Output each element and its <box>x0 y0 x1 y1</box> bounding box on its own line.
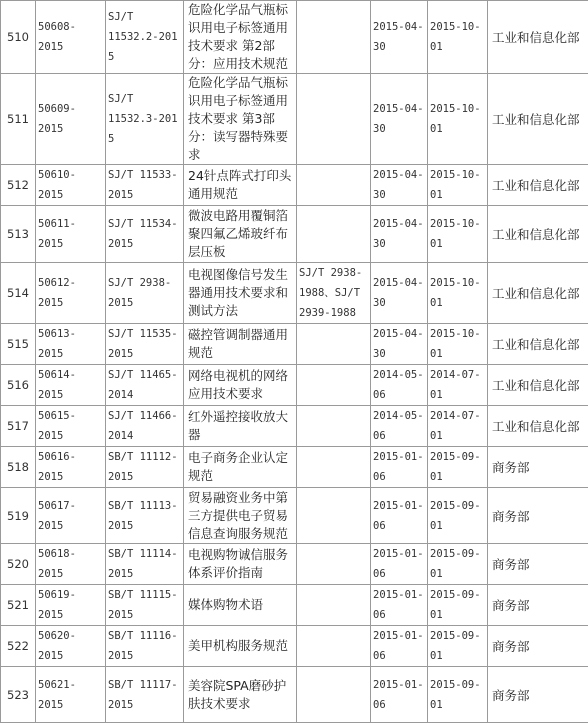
department-cell: 商务部 <box>488 626 588 667</box>
row-number-cell: 510 <box>1 1 36 74</box>
plan-code-cell: 50610- 2015 <box>36 165 106 206</box>
publish-date-cell: 2015-04- 30 <box>371 165 428 206</box>
replaced-standard-cell <box>297 165 371 206</box>
replaced-standard-cell <box>297 365 371 406</box>
standard-number-cell: SB/T 11112- 2015 <box>106 447 184 488</box>
department-cell: 工业和信息化部 <box>488 74 588 165</box>
department-cell: 工业和信息化部 <box>488 1 588 74</box>
effective-date-cell: 2015-09- 01 <box>428 488 488 544</box>
standard-title-cell: 微波电路用覆铜箔聚四氟乙烯玻纤布层压板 <box>184 206 297 263</box>
table-row <box>1 165 588 206</box>
plan-code-cell: 50621- 2015 <box>36 667 106 723</box>
standard-title-cell: 媒体购物术语 <box>184 585 297 626</box>
publish-date-cell: 2015-01- 06 <box>371 585 428 626</box>
plan-code-cell: 50613- 2015 <box>36 324 106 365</box>
replaced-standard-cell <box>297 488 371 544</box>
row-number-cell: 511 <box>1 74 36 165</box>
table-row <box>1 324 588 365</box>
effective-date-cell: 2015-09- 01 <box>428 626 488 667</box>
row-number-cell: 522 <box>1 626 36 667</box>
plan-code-cell: 50618- 2015 <box>36 544 106 585</box>
replaced-standard-cell <box>297 324 371 365</box>
replaced-standard-cell <box>297 1 371 74</box>
table-row <box>1 1 588 74</box>
standard-title-cell: 美容院SPA磨砂护肤技术要求 <box>184 667 297 723</box>
replaced-standard-cell <box>297 74 371 165</box>
publish-date-cell: 2015-04- 30 <box>371 263 428 324</box>
row-number-cell: 518 <box>1 447 36 488</box>
publish-date-cell: 2015-04- 30 <box>371 1 428 74</box>
standard-number-cell: SJ/T 11534- 2015 <box>106 206 184 263</box>
table-row <box>1 544 588 585</box>
standard-number-cell: SB/T 11116- 2015 <box>106 626 184 667</box>
standard-title-cell: 危险化学品气瓶标识用电子标签通用技术要求 第3部分：读写器特殊要求 <box>184 74 297 165</box>
department-cell: 商务部 <box>488 544 588 585</box>
effective-date-cell: 2015-10- 01 <box>428 263 488 324</box>
plan-code-cell: 50609- 2015 <box>36 74 106 165</box>
effective-date-cell: 2015-10- 01 <box>428 206 488 263</box>
table-body <box>1 1 588 723</box>
plan-code-cell: 50616- 2015 <box>36 447 106 488</box>
replaced-standard-cell <box>297 447 371 488</box>
standard-title-cell: 网络电视机的网络应用技术要求 <box>184 365 297 406</box>
plan-code-cell: 50615- 2015 <box>36 406 106 447</box>
department-cell: 商务部 <box>488 488 588 544</box>
plan-code-cell: 50611- 2015 <box>36 206 106 263</box>
publish-date-cell: 2015-04- 30 <box>371 206 428 263</box>
publish-date-cell: 2015-01- 06 <box>371 667 428 723</box>
table-row <box>1 263 588 324</box>
publish-date-cell: 2015-01- 06 <box>371 488 428 544</box>
standard-number-cell: SJ/T 11466- 2014 <box>106 406 184 447</box>
standard-title-cell: 电子商务企业认定规范 <box>184 447 297 488</box>
row-number-cell: 513 <box>1 206 36 263</box>
table-row <box>1 667 588 723</box>
row-number-cell: 514 <box>1 263 36 324</box>
standard-title-cell: 贸易融资业务中第三方提供电子贸易信息查询服务规范 <box>184 488 297 544</box>
department-cell: 工业和信息化部 <box>488 263 588 324</box>
department-cell: 商务部 <box>488 447 588 488</box>
plan-code-cell: 50614- 2015 <box>36 365 106 406</box>
table-row <box>1 447 588 488</box>
replaced-standard-cell <box>297 626 371 667</box>
effective-date-cell: 2015-09- 01 <box>428 667 488 723</box>
standard-number-cell: SB/T 11115- 2015 <box>106 585 184 626</box>
department-cell: 商务部 <box>488 585 588 626</box>
standard-number-cell: SB/T 11117- 2015 <box>106 667 184 723</box>
standard-title-cell: 电视图像信号发生器通用技术要求和测试方法 <box>184 263 297 324</box>
department-cell: 工业和信息化部 <box>488 365 588 406</box>
publish-date-cell: 2014-05- 06 <box>371 406 428 447</box>
standard-title-cell: 危险化学品气瓶标识用电子标签通用技术要求 第2部分：应用技术规范 <box>184 1 297 74</box>
replaced-standard-cell <box>297 544 371 585</box>
standard-number-cell: SJ/T 11465- 2014 <box>106 365 184 406</box>
standard-title-cell: 红外遥控接收放大器 <box>184 406 297 447</box>
row-number-cell: 515 <box>1 324 36 365</box>
department-cell: 工业和信息化部 <box>488 206 588 263</box>
publish-date-cell: 2015-04- 30 <box>371 324 428 365</box>
table-row <box>1 626 588 667</box>
standard-number-cell: SJ/T 11532.2-2015 <box>106 1 184 74</box>
effective-date-cell: 2015-10- 01 <box>428 165 488 206</box>
replaced-standard-cell <box>297 667 371 723</box>
effective-date-cell: 2015-10- 01 <box>428 324 488 365</box>
department-cell: 工业和信息化部 <box>488 406 588 447</box>
standard-title-cell: 磁控管调制器通用规范 <box>184 324 297 365</box>
standard-number-cell: SB/T 11114- 2015 <box>106 544 184 585</box>
table-row <box>1 488 588 544</box>
standard-number-cell: SJ/T 2938- 2015 <box>106 263 184 324</box>
replaced-standard-cell <box>297 206 371 263</box>
table-row <box>1 406 588 447</box>
plan-code-cell: 50612- 2015 <box>36 263 106 324</box>
plan-code-cell: 50617- 2015 <box>36 488 106 544</box>
row-number-cell: 523 <box>1 667 36 723</box>
standard-number-cell: SJ/T 11535- 2015 <box>106 324 184 365</box>
effective-date-cell: 2014-07- 01 <box>428 365 488 406</box>
effective-date-cell: 2015-09- 01 <box>428 585 488 626</box>
publish-date-cell: 2015-04- 30 <box>371 74 428 165</box>
plan-code-cell: 50619- 2015 <box>36 585 106 626</box>
publish-date-cell: 2014-05- 06 <box>371 365 428 406</box>
standard-number-cell: SJ/T 11532.3-2015 <box>106 74 184 165</box>
table-row <box>1 365 588 406</box>
table-row <box>1 74 588 165</box>
table-row <box>1 585 588 626</box>
effective-date-cell: 2015-10- 01 <box>428 1 488 74</box>
row-number-cell: 519 <box>1 488 36 544</box>
standard-title-cell: 美甲机构服务规范 <box>184 626 297 667</box>
standard-title-cell: 电视购物诚信服务体系评价指南 <box>184 544 297 585</box>
replaced-standard-cell <box>297 585 371 626</box>
table-row <box>1 206 588 263</box>
standard-number-cell: SB/T 11113- 2015 <box>106 488 184 544</box>
publish-date-cell: 2015-01- 06 <box>371 626 428 667</box>
effective-date-cell: 2015-09- 01 <box>428 447 488 488</box>
publish-date-cell: 2015-01- 06 <box>371 447 428 488</box>
row-number-cell: 512 <box>1 165 36 206</box>
effective-date-cell: 2014-07- 01 <box>428 406 488 447</box>
row-number-cell: 521 <box>1 585 36 626</box>
publish-date-cell: 2015-01- 06 <box>371 544 428 585</box>
standard-title-cell: 24针点阵式打印头通用规范 <box>184 165 297 206</box>
department-cell: 工业和信息化部 <box>488 324 588 365</box>
replaced-standard-cell <box>297 406 371 447</box>
department-cell: 工业和信息化部 <box>488 165 588 206</box>
effective-date-cell: 2015-10- 01 <box>428 74 488 165</box>
replaced-standard-cell: SJ/T 2938- 1988、SJ/T 2939-1988 <box>297 263 371 324</box>
effective-date-cell: 2015-09- 01 <box>428 544 488 585</box>
row-number-cell: 516 <box>1 365 36 406</box>
plan-code-cell: 50608- 2015 <box>36 1 106 74</box>
plan-code-cell: 50620- 2015 <box>36 626 106 667</box>
department-cell: 商务部 <box>488 667 588 723</box>
row-number-cell: 517 <box>1 406 36 447</box>
row-number-cell: 520 <box>1 544 36 585</box>
standard-number-cell: SJ/T 11533- 2015 <box>106 165 184 206</box>
